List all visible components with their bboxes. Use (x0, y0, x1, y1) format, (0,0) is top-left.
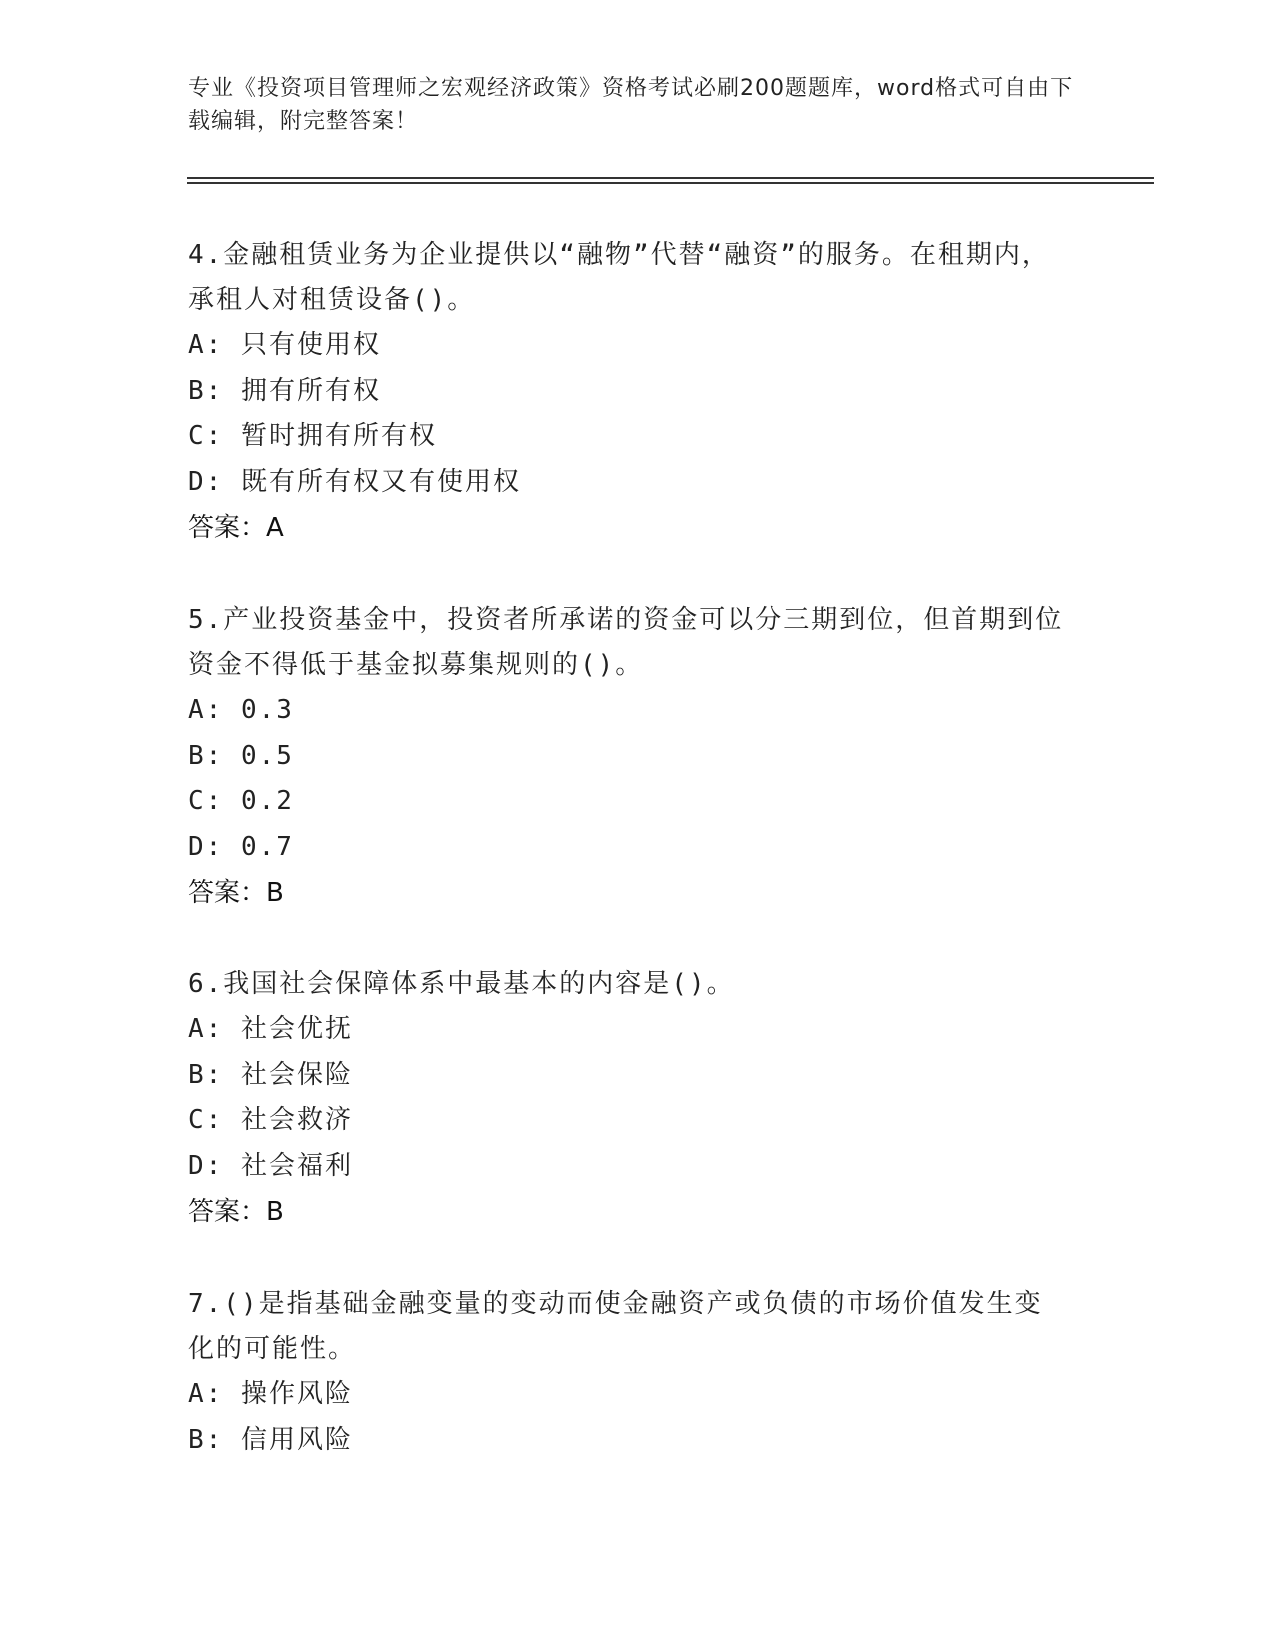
question-block (188, 598, 1068, 916)
question-stem: 6.我国社会保障体系中最基本的内容是()。 (188, 969, 735, 999)
question-stem: 7.()是指基础金融变量的变动而使金融资产或负债的市场价值发生变化的可能性。 (188, 1289, 1043, 1364)
option-d: D: 社会福利 (188, 1150, 353, 1181)
question-block (188, 1282, 1068, 1463)
option-a: A: 只有使用权 (188, 330, 381, 360)
option-c: C: 0.2 (188, 786, 294, 816)
option-a: A: 0.3 (188, 695, 294, 725)
answer: 答案：B (188, 878, 284, 908)
question-block (188, 233, 1068, 551)
document-header: 专业《投资项目管理师之宏观经济政策》资格考试必刷200题题库，word格式可自由下载编辑，附完整答案！ (188, 76, 1074, 134)
option-a: A: 操作风险 (188, 1379, 353, 1409)
question-stem: 4.金融租赁业务为企业提供以“融物”代替“融资”的服务。在租期内，承租人对租赁设备()。 (188, 240, 1050, 315)
option-b: B: 信用风险 (188, 1424, 353, 1455)
question-block (188, 962, 1068, 1235)
option-b: B: 0.5 (188, 740, 294, 771)
question-stem: 5.产业投资基金中，投资者所承诺的资金可以分三期到位，但首期到位资金不得低于基金拟募集规则的()。 (188, 605, 1064, 680)
header-divider-top (187, 177, 1154, 179)
option-d: D: 既有所有权又有使用权 (188, 466, 521, 497)
option-c: C: 暂时拥有所有权 (188, 421, 437, 451)
option-d: D: 0.7 (188, 831, 294, 862)
header-divider-bottom (187, 182, 1154, 184)
option-c: C: 社会救济 (188, 1105, 353, 1135)
answer: 答案：B (188, 1197, 284, 1227)
answer: 答案：A (188, 513, 284, 543)
option-b: B: 社会保险 (188, 1059, 353, 1090)
option-b: B: 拥有所有权 (188, 375, 381, 406)
option-a: A: 社会优抚 (188, 1014, 353, 1044)
